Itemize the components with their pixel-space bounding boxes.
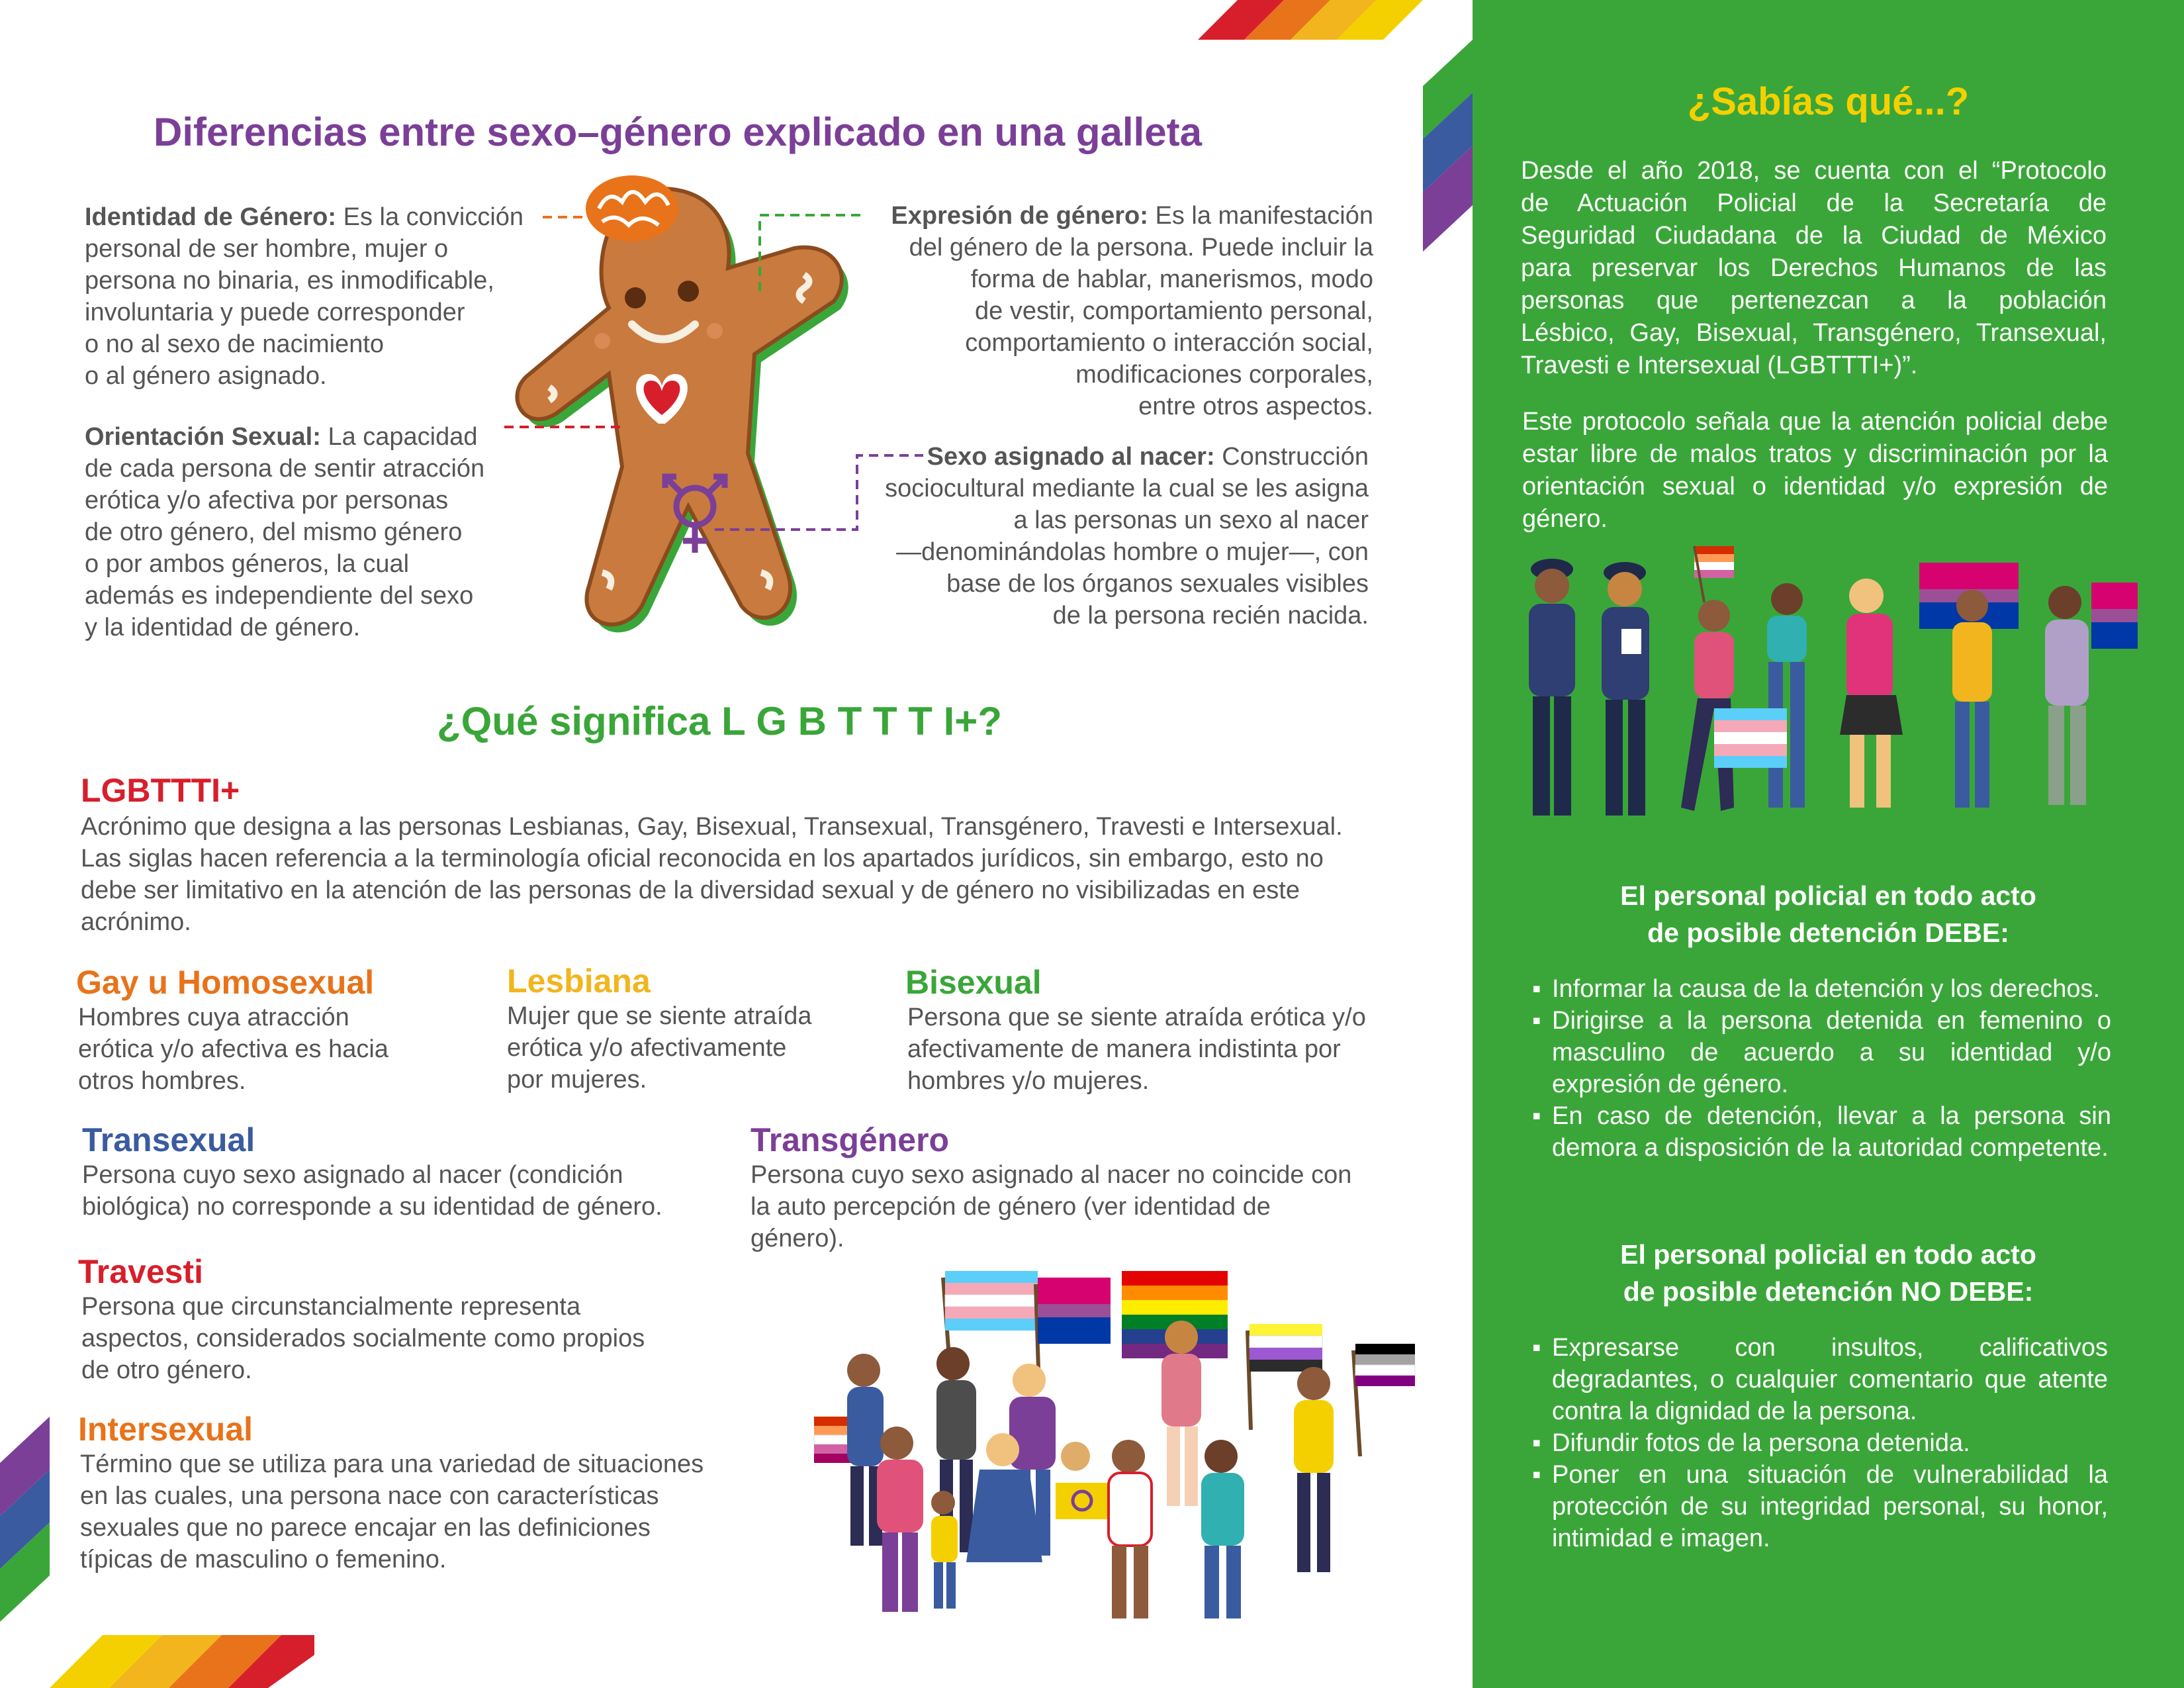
expresion-line: forma de hablar, manerismos, modo	[970, 265, 1373, 293]
intersexual-block	[78, 1410, 780, 1575]
sidebar-paragraph-1	[1521, 155, 2107, 382]
sidebar-p1-line: Travesti e Intersexual (LGBTTTI+)”.	[1521, 352, 1918, 379]
orientacion-line: y la identidad de género.	[85, 614, 361, 641]
gay-block	[76, 963, 447, 1097]
transgenero-line: Persona cuyo sexo asignado al nacer no coincide con	[751, 1161, 1352, 1189]
debe-title	[1473, 877, 2184, 951]
debe-item-text: En caso de detención, llevar a la persona sin demora a disposición de la autoridad competente.	[1552, 1102, 2111, 1162]
intersexual-line: Término que se utiliza para una variedad de situaciones	[80, 1450, 704, 1478]
list-item	[1532, 1100, 2111, 1164]
sidebar-p2-line: orientación sexual o identidad y/o expresión de	[1522, 473, 2108, 500]
sidebar-p1-line: para preservar los Derechos Humanos de las	[1521, 254, 2107, 282]
gay-line: erótica y/o afectiva es hacia	[78, 1035, 388, 1063]
identidad-genero-term: Identidad de Género:	[85, 203, 337, 231]
sidebar-title: ¿Sabías qué...?	[1687, 80, 1970, 123]
gay-line: otros hombres.	[78, 1067, 246, 1095]
bullet-icon: ▪	[1532, 1461, 1541, 1489]
bisexual-term: Bisexual	[905, 964, 1042, 1001]
bullet-icon: ▪	[1532, 975, 1541, 1003]
orientacion-line: erótica y/o afectiva por personas	[85, 487, 449, 514]
lesbiana-term: Lesbiana	[507, 962, 651, 1000]
bullet-icon: ▪	[1532, 1102, 1541, 1130]
expresion-line: modificaciones corporales,	[1075, 361, 1373, 389]
sidebar-p1-line: Seguridad Ciudadana de la Ciudad de México	[1521, 222, 2107, 250]
debe-item-text: Dirigirse a la persona detenida en femenino o masculino de acuerdo a su identidad y/o expresión de género.	[1552, 1007, 2111, 1098]
no-debe-item-text: Poner en una situación de vulnerabilidad la protección de su integridad personal, su honor, intimidad e imagen.	[1552, 1461, 2108, 1552]
acronym-line: Las siglas hacen referencia a la terminología oficial reconocida en los apartados jurídicos, sin embargo, esto no	[81, 845, 1324, 872]
expresion-line: del género de la persona. Puede incluir la	[909, 234, 1373, 261]
debe-title-line: de posible detención DEBE:	[1647, 917, 2009, 948]
sexo-line: Construcción	[1222, 443, 1369, 471]
sexo-line: sociocultural mediante la cual se les asigna	[885, 475, 1369, 502]
lesbiana-line: erótica y/o afectivamente	[507, 1034, 787, 1062]
bisexual-block	[905, 963, 1408, 1097]
lesbiana-block	[507, 962, 878, 1096]
rainbow-corner-bottom	[50, 1635, 314, 1688]
sidebar-paragraph-2	[1522, 406, 2108, 536]
sidebar-p1-line: Lésbico, Gay, Bisexual, Transgénero, Transexual,	[1521, 319, 2107, 347]
sexo-line: —denominándolas hombre o mujer—, con	[896, 538, 1369, 566]
people-icon	[1681, 546, 2138, 811]
transexual-term: Transexual	[82, 1121, 255, 1158]
orientacion-line: de cada persona de sentir atracción	[85, 455, 485, 483]
identidad-line: personal de ser hombre, mujer o	[85, 235, 449, 263]
expresion-line: Es la manifestación	[1155, 202, 1373, 230]
list-item	[1532, 973, 2111, 1005]
bullet-icon: ▪	[1532, 1429, 1541, 1457]
sidebar-p2-line: estar libre de malos tratos y discriminación por la	[1522, 440, 2108, 468]
acronym-block	[81, 771, 1404, 938]
travesti-line: aspectos, considerados socialmente como propios	[81, 1325, 645, 1352]
sexo-line: base de los órganos sexuales visibles	[946, 570, 1369, 598]
no-debe-list	[1532, 1332, 2108, 1554]
intersexual-line: típicas de masculino o femenino.	[80, 1546, 447, 1573]
expresion-line: comportamiento o interacción social,	[965, 329, 1373, 357]
sexo-asignado-term: Sexo asignado al nacer:	[927, 443, 1215, 471]
identidad-line: involuntaria y puede corresponder	[85, 299, 465, 326]
transexual-block	[82, 1121, 711, 1223]
orientacion-line: además es independiente del sexo	[85, 582, 474, 610]
list-item	[1532, 1459, 2108, 1554]
bisexual-line: Persona que se siente atraída erótica y/o	[907, 1004, 1366, 1031]
identidad-line: persona no binaria, es inmodificable,	[85, 267, 494, 295]
sidebar-p2-line: género.	[1522, 505, 1608, 533]
gay-line: Hombres cuya atracción	[78, 1004, 349, 1031]
intersexual-line: en las cuales, una persona nace con características	[80, 1482, 659, 1510]
transgenero-line: la auto percepción de género (ver identidad de	[751, 1193, 1271, 1221]
bisexual-line: afectivamente de manera indistinta por	[907, 1035, 1341, 1063]
intersexual-term: Intersexual	[78, 1411, 253, 1448]
identidad-line: o al género asignado.	[85, 362, 327, 390]
bisexual-line: hombres y/o mujeres.	[907, 1067, 1150, 1095]
acronym-line: Acrónimo que designa a las personas Lesbianas, Gay, Bisexual, Transexual, Transgénero, Travesti e Intersexual.	[81, 813, 1343, 841]
identidad-line: Es la convicción	[343, 203, 524, 231]
acronym-line: acrónimo.	[81, 908, 191, 936]
lgbt-section-title: ¿Qué significa L G B T T T I+?	[437, 699, 1002, 743]
bullet-icon: ▪	[1532, 1007, 1541, 1035]
pride-crowd-illustration	[811, 1258, 1416, 1628]
lesbiana-line: por mujeres.	[507, 1066, 647, 1094]
connector-lines	[0, 0, 1473, 662]
transgenero-term: Transgénero	[751, 1121, 950, 1158]
no-debe-item-text: Expresarse con insultos, calificativos degradantes, o cualquier comentario que atente contra la dignidad de la persona.	[1552, 1334, 2108, 1425]
gay-term: Gay u Homosexual	[76, 964, 375, 1001]
travesti-term: Travesti	[78, 1253, 204, 1290]
list-item	[1532, 1005, 2111, 1100]
acronym-term: LGBTTTI+	[81, 772, 240, 809]
list-item	[1532, 1427, 2108, 1459]
expresion-line: de vestir, comportamiento personal,	[975, 297, 1373, 325]
identidad-line: o no al sexo de nacimiento	[85, 330, 385, 358]
sexo-line: a las personas un sexo al nacer	[1013, 506, 1369, 534]
travesti-block	[78, 1252, 713, 1386]
orientacion-line: o por ambos géneros, la cual	[85, 550, 410, 578]
expresion-genero-term: Expresión de género:	[891, 202, 1148, 230]
acronym-line: debe ser limitativo en la atención de las personas de la diversidad sexual y de género no visibilizadas en este	[81, 876, 1300, 904]
debe-list	[1532, 973, 2111, 1164]
flag-icon-bisexual	[1036, 1278, 1111, 1390]
flag-icon-asexual	[1353, 1344, 1415, 1456]
bullet-icon: ▪	[1532, 1334, 1541, 1362]
debe-item-text: Informar la causa de la detención y los derechos.	[1552, 975, 2101, 1003]
transexual-line: Persona cuyo sexo asignado al nacer (condición	[82, 1161, 623, 1189]
intersexual-line: sexuales que no parece encajar en las definiciones	[80, 1514, 651, 1542]
transgenero-block	[751, 1121, 1412, 1254]
no-debe-title-line: El personal policial en todo acto	[1620, 1239, 2036, 1270]
transexual-line: biológica) no corresponde a su identidad de género.	[82, 1193, 662, 1221]
travesti-line: de otro género.	[81, 1356, 252, 1384]
lesbiana-line: Mujer que se siente atraída	[507, 1002, 812, 1030]
sidebar-p1-line: de Actuación Policial de la Secretaría de	[1521, 189, 2107, 217]
sexo-line: de la persona recién nacida.	[1052, 602, 1369, 630]
sidebar-p2-line: Este protocolo señala que la atención policial debe	[1522, 408, 2108, 436]
sidebar-p1-line: personas que pertenezcan a la población	[1521, 287, 2107, 314]
debe-title-line: El personal policial en todo acto	[1620, 880, 2036, 911]
police-and-people-illustration	[1516, 543, 2144, 827]
rainbow-corner-bottom-left	[0, 1417, 50, 1635]
cookie-section-title: Diferencias entre sexo–género explicado en una galleta	[154, 110, 1202, 154]
police-officer-icon	[1529, 559, 1649, 816]
list-item	[1532, 1332, 2108, 1427]
sidebar-p1-line: Desde el año 2018, se cuenta con el “Protocolo	[1521, 157, 2107, 185]
orientacion-sexual-term: Orientación Sexual:	[85, 423, 321, 451]
expresion-line: entre otros aspectos.	[1138, 393, 1373, 420]
no-debe-title	[1473, 1236, 2184, 1310]
no-debe-title-line: de posible detención NO DEBE:	[1623, 1276, 2034, 1307]
orientacion-line: de otro género, del mismo género	[85, 518, 463, 546]
orientacion-line: La capacidad	[328, 423, 478, 451]
transgenero-line: género).	[751, 1225, 844, 1252]
no-debe-item-text: Difundir fotos de la persona detenida.	[1552, 1429, 1970, 1457]
travesti-line: Persona que circunstancialmente representa	[81, 1293, 581, 1321]
